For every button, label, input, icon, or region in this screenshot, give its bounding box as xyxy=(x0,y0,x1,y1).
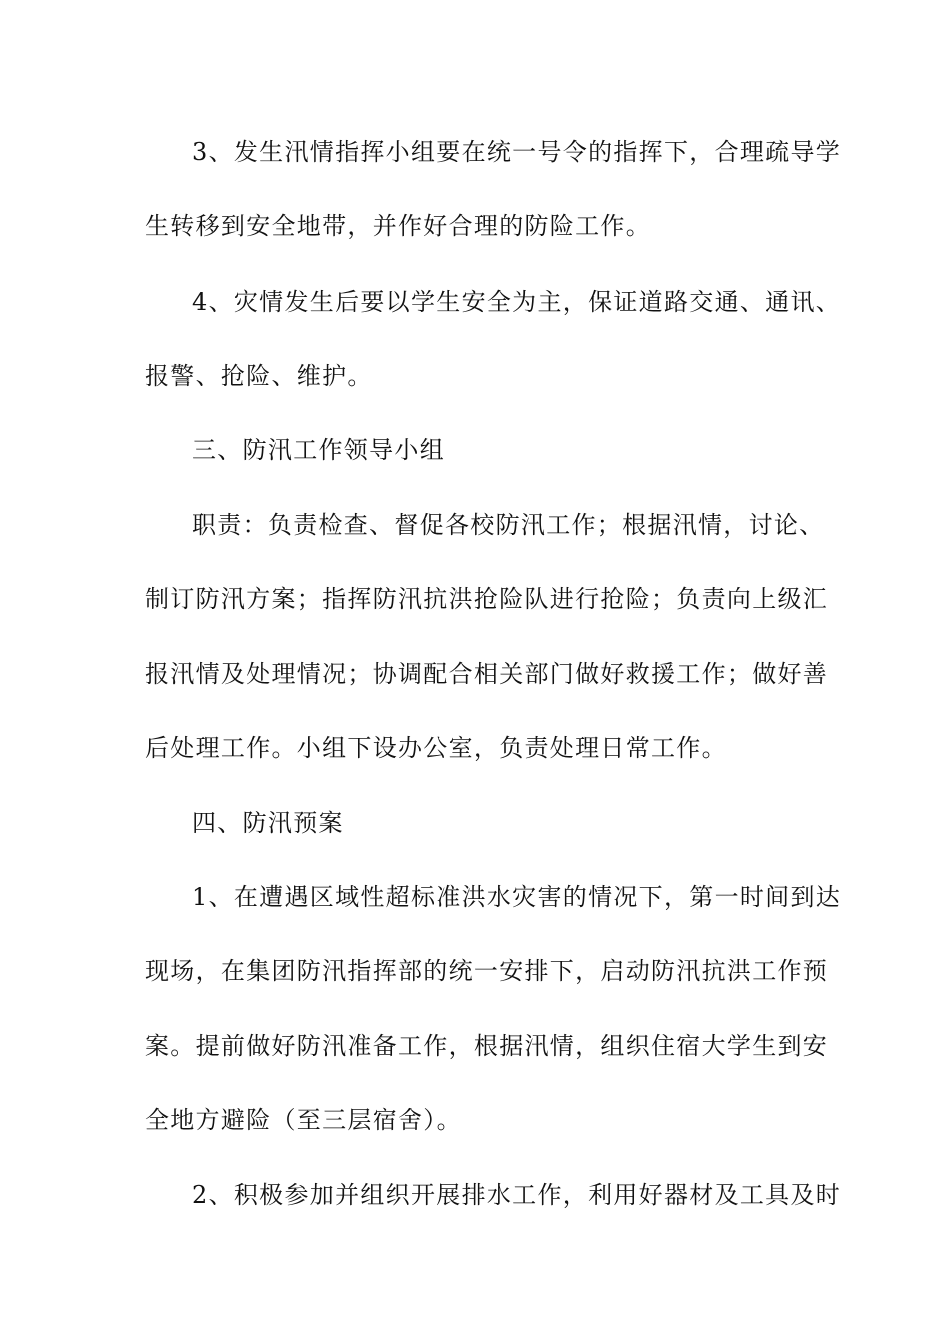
paragraph-line: 现场，在集团防汛指挥部的统一安排下，启动防汛抗洪工作预 xyxy=(145,957,829,985)
paragraph-line: 职责：负责检查、督促各校防汛工作；根据汛情，讨论、 xyxy=(192,511,825,539)
paragraph-line: 案。提前做好防汛准备工作，根据汛情，组织住宿大学生到安 xyxy=(145,1032,829,1060)
paragraph-line: 后处理工作。小组下设办公室，负责处理日常工作。 xyxy=(145,734,727,762)
paragraph-line: 报汛情及处理情况；协调配合相关部门做好救援工作；做好善 xyxy=(145,660,829,688)
paragraph-line: 全地方避险（至三层宿舍）。 xyxy=(145,1106,462,1134)
paragraph-line: 2、积极参加并组织开展排水工作，利用好器材及工具及时 xyxy=(192,1181,842,1209)
paragraph-line: 3、发生汛情指挥小组要在统一号令的指挥下，合理疏导学 xyxy=(192,138,842,166)
paragraph-line: 4、灾情发生后要以学生安全为主，保证道路交通、通讯、 xyxy=(192,288,842,316)
paragraph-line: 1、在遭遇区域性超标准洪水灾害的情况下，第一时间到达 xyxy=(192,883,842,911)
paragraph-line: 报警、抢险、维护。 xyxy=(145,362,373,390)
section-heading: 三、防汛工作领导小组 xyxy=(192,436,445,464)
paragraph-line: 制订防汛方案；指挥防汛抗洪抢险队进行抢险；负责向上级汇 xyxy=(145,585,829,613)
paragraph-line: 生转移到安全地带，并作好合理的防险工作。 xyxy=(145,212,651,240)
section-heading: 四、防汛预案 xyxy=(192,809,344,837)
